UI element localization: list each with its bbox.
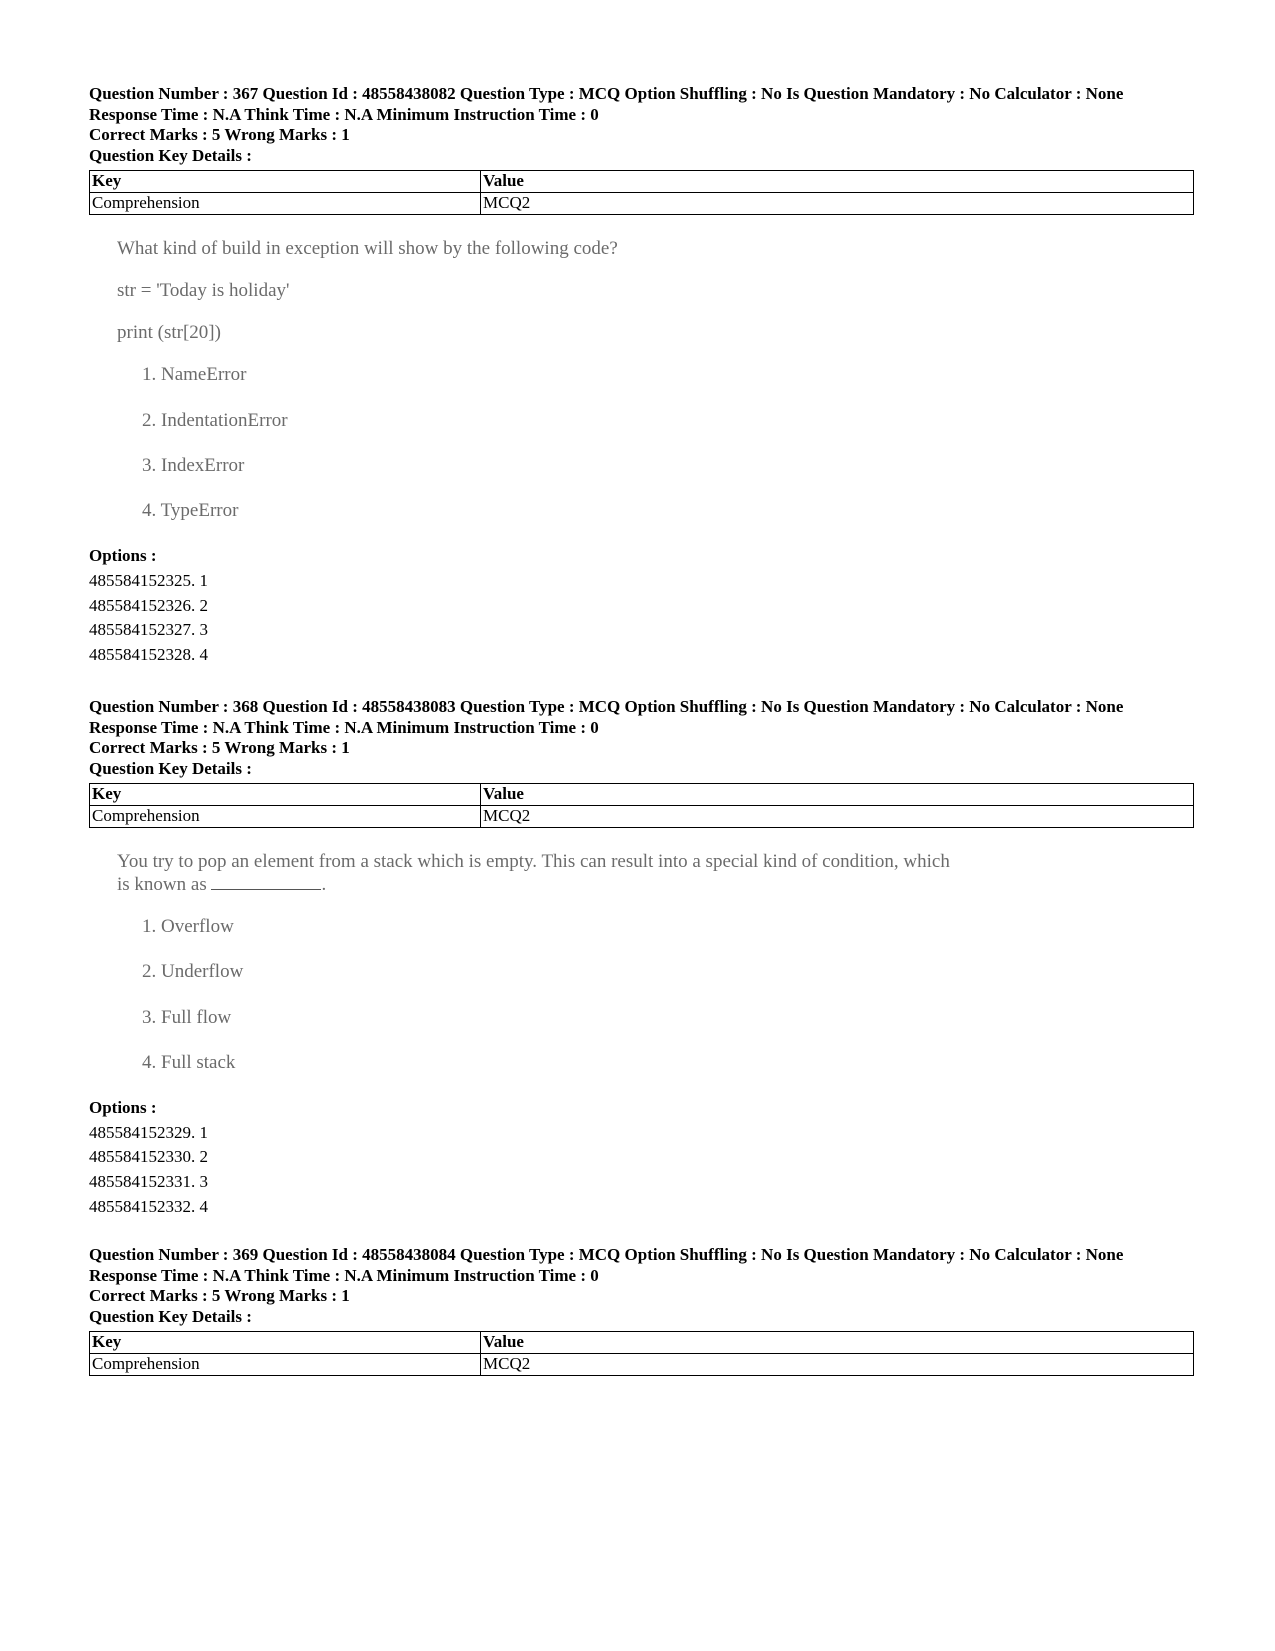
question-368: [89, 697, 1194, 1218]
answer-choice: 4. TypeError: [142, 499, 239, 521]
table-cell-key: Comprehension: [90, 805, 481, 827]
option-item: 485584152331. 3: [89, 1172, 208, 1192]
option-item: 485584152328. 4: [89, 645, 208, 665]
table-header-value: Value: [481, 783, 1194, 805]
question-meta-line: Question Number : 369 Question Id : 48558438084 Question Type : MCQ Option Shuffling : No Is Question Mandatory : No Calculator : None: [89, 1245, 1124, 1264]
answer-choice: 3. IndexError: [142, 454, 245, 476]
question-stem: You try to pop an element from a stack which is empty. This can result into a special kind of condition, which: [117, 850, 950, 872]
answer-choice: 1. NameError: [142, 364, 247, 386]
key-details-label: Question Key Details :: [89, 759, 252, 779]
key-details-table: [89, 170, 1194, 215]
table-row: [90, 1353, 1194, 1375]
option-item: 485584152329. 1: [89, 1122, 208, 1142]
key-details-table: [89, 1331, 1194, 1376]
option-item: 485584152327. 3: [89, 620, 208, 640]
table-header-key: Key: [90, 170, 481, 192]
option-item: 485584152326. 2: [89, 595, 208, 615]
key-details-label: Question Key Details :: [89, 1307, 252, 1327]
options-label: Options :: [89, 546, 157, 566]
question-stem: What kind of build in exception will show by the following code?: [117, 237, 618, 259]
response-time-line: Response Time : N.A Think Time : N.A Minimum Instruction Time : 0: [89, 104, 599, 124]
table-header-row: [90, 1331, 1194, 1353]
response-time-line: Response Time : N.A Think Time : N.A Minimum Instruction Time : 0: [89, 717, 599, 737]
answer-choice: 4. Full stack: [142, 1051, 236, 1073]
key-details-table: [89, 783, 1194, 828]
options-label: Options :: [89, 1097, 157, 1117]
response-time-line: Response Time : N.A Think Time : N.A Minimum Instruction Time : 0: [89, 1265, 599, 1285]
answer-choice: 1. Overflow: [142, 916, 234, 938]
table-cell-value: MCQ2: [481, 192, 1194, 214]
key-details-label: Question Key Details :: [89, 146, 252, 166]
marks-line: Correct Marks : 5 Wrong Marks : 1: [89, 1286, 350, 1306]
question-369: [89, 1245, 1194, 1376]
question-image: [117, 850, 1194, 1074]
question-image: [117, 237, 1194, 522]
code-line: str = 'Today is holiday': [117, 280, 290, 302]
table-header-value: Value: [481, 1331, 1194, 1353]
option-item: 485584152332. 4: [89, 1196, 208, 1216]
question-meta: [89, 697, 1194, 780]
fill-in-blank: [211, 875, 321, 890]
answer-choice: 2. Underflow: [142, 961, 244, 983]
table-header-row: [90, 170, 1194, 192]
question-meta: [89, 1245, 1194, 1328]
table-header-value: Value: [481, 170, 1194, 192]
table-cell-key: Comprehension: [90, 1353, 481, 1375]
question-meta: [89, 84, 1194, 167]
question-stem-text: is known as: [117, 874, 207, 896]
table-header-key: Key: [90, 1331, 481, 1353]
marks-line: Correct Marks : 5 Wrong Marks : 1: [89, 125, 350, 145]
question-meta-line: Question Number : 367 Question Id : 48558438082 Question Type : MCQ Option Shuffling : No Is Question Mandatory : No Calculator : None: [89, 84, 1124, 103]
marks-line: Correct Marks : 5 Wrong Marks : 1: [89, 738, 350, 758]
table-cell-value: MCQ2: [481, 805, 1194, 827]
table-header-row: [90, 783, 1194, 805]
code-line: print (str[20]): [117, 322, 221, 344]
table-cell-key: Comprehension: [90, 192, 481, 214]
table-row: [90, 192, 1194, 214]
option-item: 485584152330. 2: [89, 1147, 208, 1167]
question-367: [89, 84, 1194, 666]
table-row: [90, 805, 1194, 827]
answer-choice: 2. IndentationError: [142, 409, 288, 431]
question-stem-continuation: is known as .: [117, 874, 327, 896]
question-meta-line: Question Number : 368 Question Id : 48558438083 Question Type : MCQ Option Shuffling : No Is Question Mandatory : No Calculator : None: [89, 697, 1124, 716]
answer-choice: 3. Full flow: [142, 1006, 232, 1028]
option-item: 485584152325. 1: [89, 570, 208, 590]
table-header-key: Key: [90, 783, 481, 805]
table-cell-value: MCQ2: [481, 1353, 1194, 1375]
